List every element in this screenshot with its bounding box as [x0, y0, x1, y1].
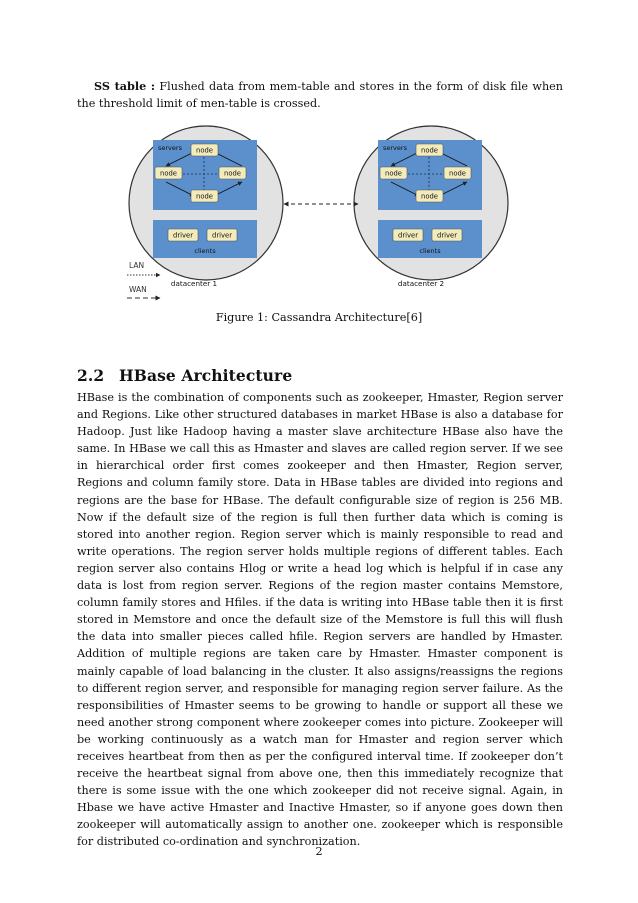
legend-lan-label: LAN: [129, 261, 145, 270]
legend-wan-label: WAN: [129, 285, 147, 294]
node-label: node: [449, 169, 466, 178]
page-number: 2: [315, 845, 323, 858]
node-label: node: [385, 169, 402, 178]
datacenter-2-diagram: [354, 126, 508, 288]
node-label: node: [196, 192, 213, 201]
datacenter-name: datacenter 2: [397, 279, 445, 288]
section-heading: [77, 366, 292, 385]
node-label: node: [421, 192, 438, 201]
datacenter-1-diagram: [129, 126, 283, 288]
clients-label: clients: [194, 247, 216, 255]
node-label: node: [196, 146, 213, 155]
section-body: HBase is the combination of components such as zookeeper, Hmaster, Region server and Regions. Like other structured databases in market HBase is also a database for Hadoop. Just like Hadoop having a master slave architecture HBase also have the same. In HBase we call this as Hmaster and slaves are called region server. If we see in hierarchical order first comes zookeeper and then Hmaster, Region server, Regions and column family store. Data in HBase tables are divided into regions and regions are the base for HBase. The default configurable size of region is 256 MB. Now if the default size of the region is full then further data which is coming is stored into another region. Region server which is mainly responsible to read and write operations. The region server holds multiple regions of different tables. Each region server also contains Hlog or write a head log which is helpful if in case any data is lost from region server. Regions of the region master contains Memstore, column family stores and Hfiles. if the data is writing into HBase table then it is first stored in Memstore and once the default size of the Memstore is full this will flush the data into smaller pieces called hfile. Region servers are handled by Hmaster. Addition of multiple regions are taken care by Hmaster. Hmaster component is mainly capable of load balancing in the cluster. It also assigns/reassigns the regions to different region server, and responsible for managing region server failure. As the responsibilities of Hmaster seems to be growing to handle or support all these we need another strong component where zookeeper comes into picture. Zookeeper will be working continuously as a watch man for Hmaster and region server which receives heartbeat from then as per the configured interval time. If zookeeper don’t receive the heartbeat signal from above one, then this immediately recognize that there is some issue with the one which zookeeper did not receive signal. Again, in Hbase we have active Hmaster and Inactive Hmaster, so if anyone goes down then zookeeper will automatically assign to another one. zookeeper which is responsible for distributed co-ordination and synchronization.: [77, 391, 563, 849]
servers-label: servers: [158, 144, 182, 152]
driver-label: driver: [398, 231, 418, 240]
servers-label: servers: [383, 144, 407, 152]
node-label: node: [224, 169, 241, 178]
network-legend: [127, 261, 160, 298]
figure-caption: Figure 1: Cassandra Architecture[6]: [215, 311, 423, 324]
datacenter-name: datacenter 1: [170, 279, 218, 288]
driver-label: driver: [173, 231, 193, 240]
node-label: node: [160, 169, 177, 178]
cassandra-architecture-figure: [0, 0, 638, 320]
driver-label: driver: [437, 231, 457, 240]
driver-label: driver: [212, 231, 232, 240]
clients-label: clients: [419, 247, 441, 255]
section-title: HBase Architecture: [119, 366, 293, 385]
ss-table-term: SS table :: [94, 79, 156, 93]
node-label: node: [421, 146, 438, 155]
ss-table-definition: Flushed data from mem-table and stores in the form of disk file when the threshold limit of men-table is crossed.: [77, 80, 563, 110]
section-number: 2.2: [77, 366, 105, 385]
